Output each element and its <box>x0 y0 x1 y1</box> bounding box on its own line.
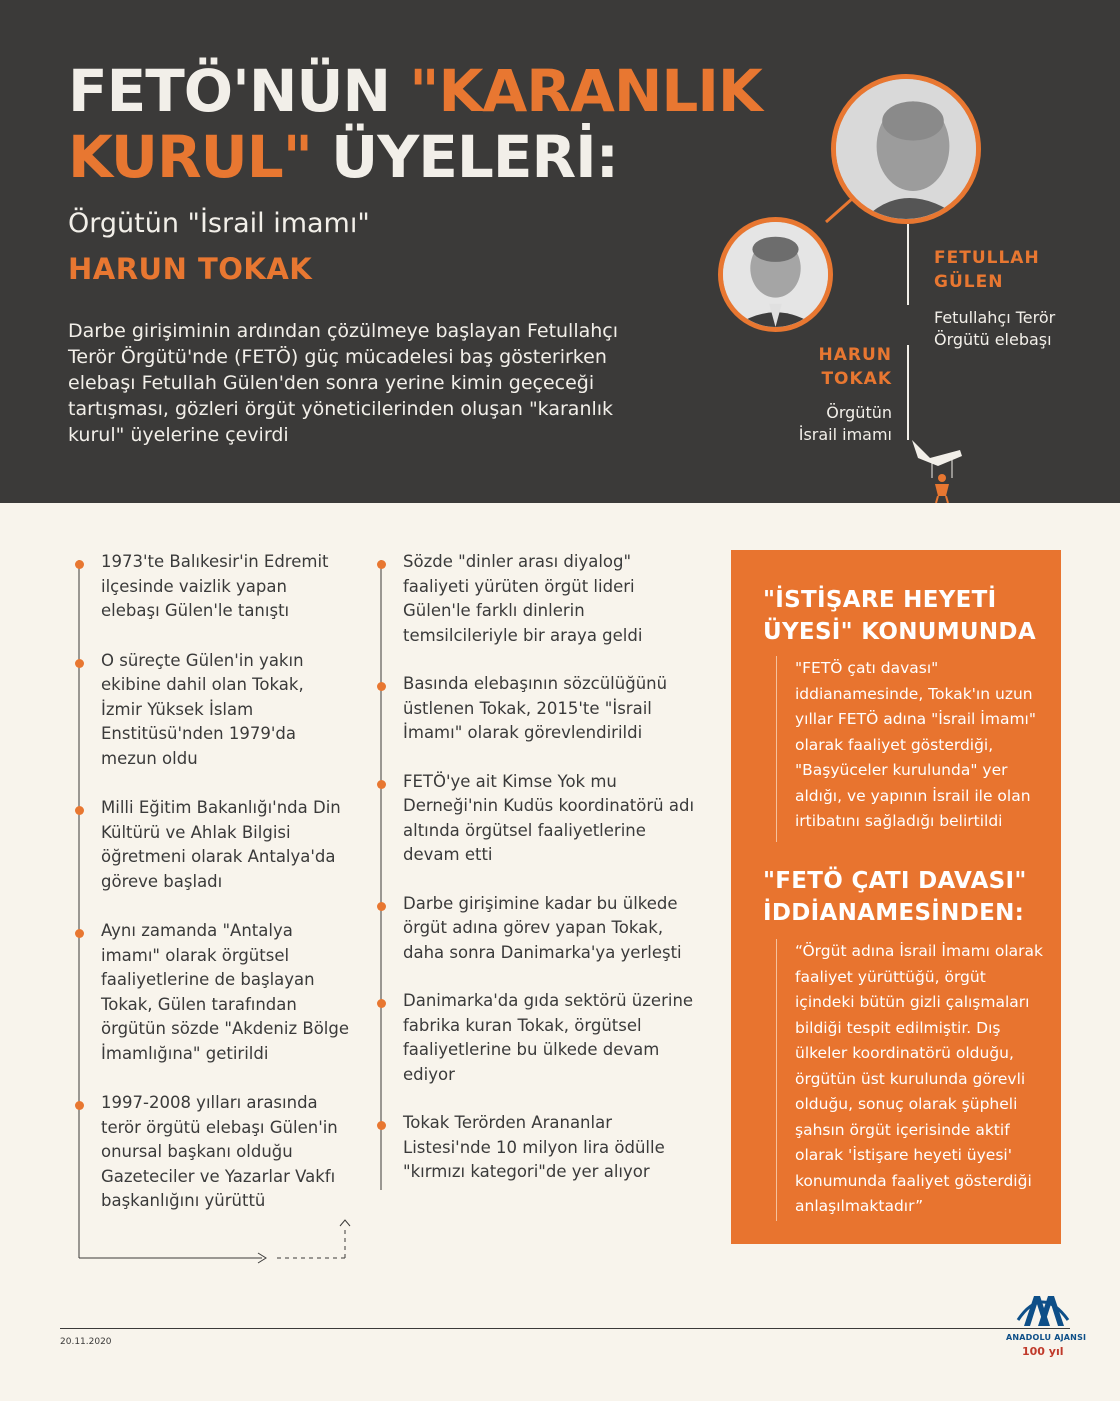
timeline-item <box>79 919 349 1066</box>
title-part-orange-1: "KARANLIK <box>409 57 762 125</box>
timeline-text: Tokak Terörden Arananlar Listesi'nde 10 milyon lira ödülle "kırmızı kategori"de yer alıyor <box>403 1113 665 1181</box>
subtitle: Örgütün "İsrail imamı" <box>68 208 370 239</box>
timeline-text: FETÖ'ye ait Kimse Yok mu Derneği'nin Kudüs koordinatörü adı altında örgütsel faaliyetlerine devam etti <box>403 771 695 864</box>
timeline-item <box>79 1091 349 1214</box>
timeline-item <box>381 550 701 648</box>
bullet-dot-icon <box>377 780 386 789</box>
gulen-portrait <box>831 74 981 224</box>
timeline-item <box>79 649 349 772</box>
bullet-dot-icon <box>75 659 84 668</box>
bullet-dot-icon <box>75 1101 84 1110</box>
box-heading-1: "İSTİŞARE HEYETİ ÜYESİ" KONUMUNDA <box>763 587 1036 645</box>
puppet-hand-icon <box>912 440 962 503</box>
timeline-text: Milli Eğitim Bakanlığı'nda Din Kültürü ve Ahlak Bilgisi öğretmeni olarak Antalya'da göreve başladı <box>101 798 341 891</box>
timeline-text: Darbe girişimine kadar bu ülkede örgüt adına görev yapan Tokak, daha sonra Danimarka'ya yerleşti <box>403 893 682 962</box>
bullet-dot-icon <box>377 902 386 911</box>
box-heading-2: "FETÖ ÇATI DAVASI" İDDİANAMESİNDEN: <box>763 868 1027 926</box>
timeline-text: Aynı zamanda "Antalya imamı" olarak örgütsel faaliyetlerine de başlayan Tokak, Gülen tarafından örgütün sözde "Akdeniz Bölge İmamlığına" getirildi <box>101 921 349 1063</box>
bullet-dot-icon <box>377 999 386 1008</box>
title-part-white-1: FETÖ'NÜN <box>68 57 410 125</box>
publish-date: 20.11.2020 <box>60 1337 112 1347</box>
gulen-name-line2: GÜLEN <box>934 272 1004 292</box>
timeline-text: 1997-2008 yılları arasında terör örgütü elebaşı Gülen'in onursal başkanı olduğu Gazeteciler ve Yazarlar Vakfı başkanlığını yürüttü <box>101 1093 338 1210</box>
gulen-name-line1: FETULLAH <box>934 248 1040 268</box>
timeline-text: O süreçte Gülen'in yakın ekibine dahil olan Tokak, İzmir Yüksek İslam Enstitüsü'nden 1979'da mezun oldu <box>101 650 304 768</box>
gulen-desc-line2: Örgütü elebaşı <box>934 330 1052 349</box>
anniversary-mark: 100 yıl <box>1022 1345 1064 1358</box>
timeline-item <box>381 672 701 746</box>
timeline-text: Basında elebaşının sözcülüğünü üstlenen Tokak, 2015'te "İsrail İmamı" olarak görevlendirildi <box>403 674 668 742</box>
bullet-dot-icon <box>75 806 84 815</box>
tokak-desc-line1: Örgütün <box>826 403 892 422</box>
timeline-item <box>381 770 701 868</box>
bullet-dot-icon <box>75 929 84 938</box>
tokak-name-line2: TOKAK <box>821 369 892 389</box>
timeline-item <box>381 989 701 1087</box>
bullet-dot-icon <box>377 682 386 691</box>
title-part-white-2: ÜYELERİ: <box>311 123 618 191</box>
header-panel <box>0 0 1120 503</box>
anadolu-agency-logo-icon <box>1010 1290 1074 1330</box>
box-quote: “Örgüt adına İsrail İmamı olarak faaliyet yürüttüğü, örgüt içindeki bütün gizli çalışmaları bildiği tespit edilmiştir. Dış ülkeler koordinatörü olduğu, örgütün üst kurulunda görevli olduğu, sonuç olarak şüpheli şahsın örgüt içerisinde aktif olarak 'İstişare heyeti üyesi' konumunda faaliyet gösterdiği anlaşılmaktadır” <box>776 939 1044 1221</box>
tokak-name-line1: HARUN <box>818 345 892 365</box>
timeline-text: Danimarka'da gıda sektörü üzerine fabrika kuran Tokak, örgütsel faaliyetlerine bu ülkede devam ediyor <box>403 991 694 1084</box>
gulen-desc-line1: Fetullahçı Terör <box>934 308 1056 327</box>
bullet-dot-icon <box>377 560 386 569</box>
bullet-dot-icon <box>75 560 84 569</box>
intro-text: Darbe girişiminin ardından çözülmeye başlayan Fetullahçı Terör Örgütü'nde (FETÖ) güç mücadelesi baş gösterirken elebaşı Fetullah Gülen'den sonra yerine kimin geçeceği tartışması, gözleri örgüt yöneticilerinden oluşan "karanlık kurul" üyelerine çevirdi <box>68 320 619 446</box>
info-box <box>731 550 1061 1244</box>
timeline-left <box>79 550 349 1239</box>
gulen-description <box>934 307 1055 351</box>
gulen-name-label <box>934 246 1040 294</box>
timeline-item <box>381 1111 701 1185</box>
tokak-desc-line2: İsrail imamı <box>798 425 892 444</box>
subtitle-name: HARUN TOKAK <box>68 252 313 286</box>
timeline-item <box>79 796 349 894</box>
timeline-text: Sözde "dinler arası diyalog" faaliyeti yürüten örgüt lideri Gülen'le farklı dinlerin temsilcileriyle bir araya geldi <box>403 552 643 645</box>
title-part-orange-2: KURUL" <box>68 123 312 191</box>
tokak-description <box>740 402 892 446</box>
bullet-dot-icon <box>377 1121 386 1130</box>
footer-divider <box>60 1328 1070 1329</box>
timeline-item <box>381 892 701 966</box>
tokak-name-label <box>740 343 892 391</box>
timeline-middle <box>381 550 701 1209</box>
timeline-text: 1973'te Balıkesir'in Edremit ilçesinde vaizlik yapan elebaşı Gülen'le tanıştı <box>101 552 329 620</box>
box-text-1: "FETÖ çatı davası" iddianamesinde, Tokak'ın uzun yıllar FETÖ adına "İsrail İmamı" olarak faaliyet gösterdiği, "Başyüceler kurulunda" yer aldığı, ve yapının İsrail ile olan irtibatını sağladığı belirtildi <box>776 656 1044 842</box>
tokak-portrait <box>718 217 833 332</box>
timeline-item <box>79 550 349 624</box>
agency-name: ANADOLU AJANSI <box>1006 1333 1087 1342</box>
